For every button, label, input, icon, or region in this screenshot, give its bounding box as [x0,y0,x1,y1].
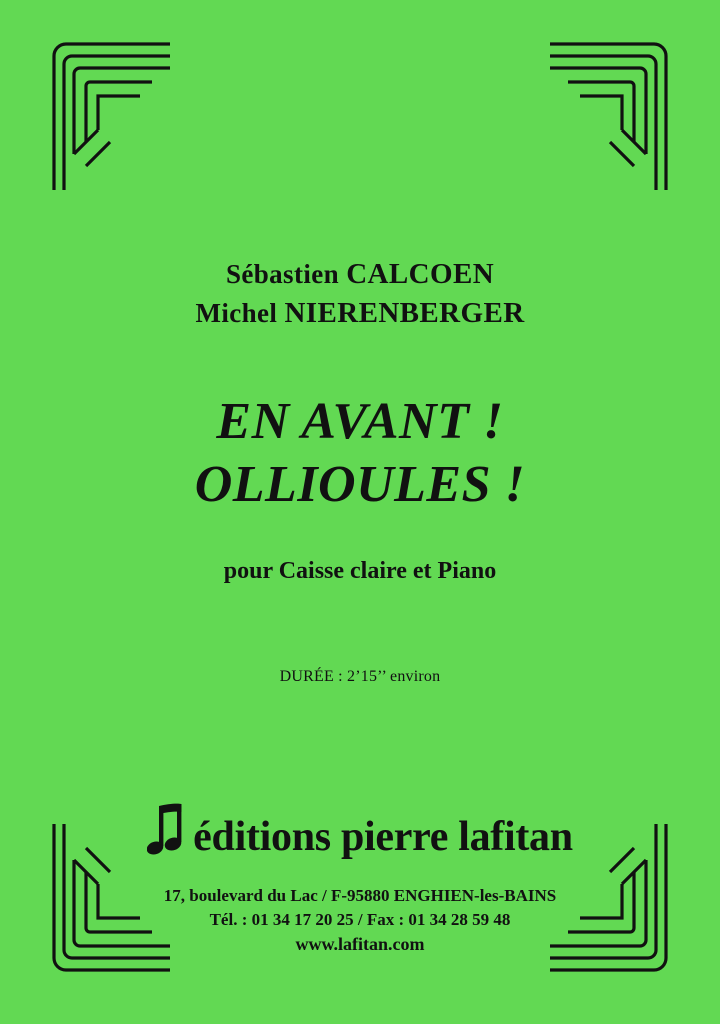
publisher-website: www.lafitan.com [295,934,425,955]
publisher-name: éditions pierre lafitan [193,814,573,860]
composer-1-lastname: CALCOEN [346,258,495,290]
instrumentation-subtitle: pour Caisse claire et Piano [223,558,497,584]
composer-1-firstname: Sébastien [225,259,340,289]
publisher-line [0,800,720,858]
composer-2 [0,294,720,333]
composer-2-firstname: Michel [195,298,278,329]
corner-ornament-icon-top-left [52,42,172,192]
page-title [0,390,720,517]
duration-label: DURÉE : 2’15’’ environ [279,668,441,685]
composer-2-lastname: NIERENBERGER [284,297,525,330]
composer-block [0,255,720,334]
publisher-block [0,800,720,858]
publisher-address: 17, boulevard du Lac / F-95880 ENGHIEN-les-BAINS [163,886,557,905]
publisher-phone: Tél. : 01 34 17 20 25 / Fax : 01 34 28 59 48 [209,910,511,930]
music-note-icon [147,802,187,860]
title-line-1: EN AVANT ! [216,393,504,450]
composer-1 [0,255,720,294]
publisher-contact [0,884,720,958]
title-line-2: OLLIOULES ! [194,456,526,514]
corner-ornament-icon-top-right [548,42,668,192]
